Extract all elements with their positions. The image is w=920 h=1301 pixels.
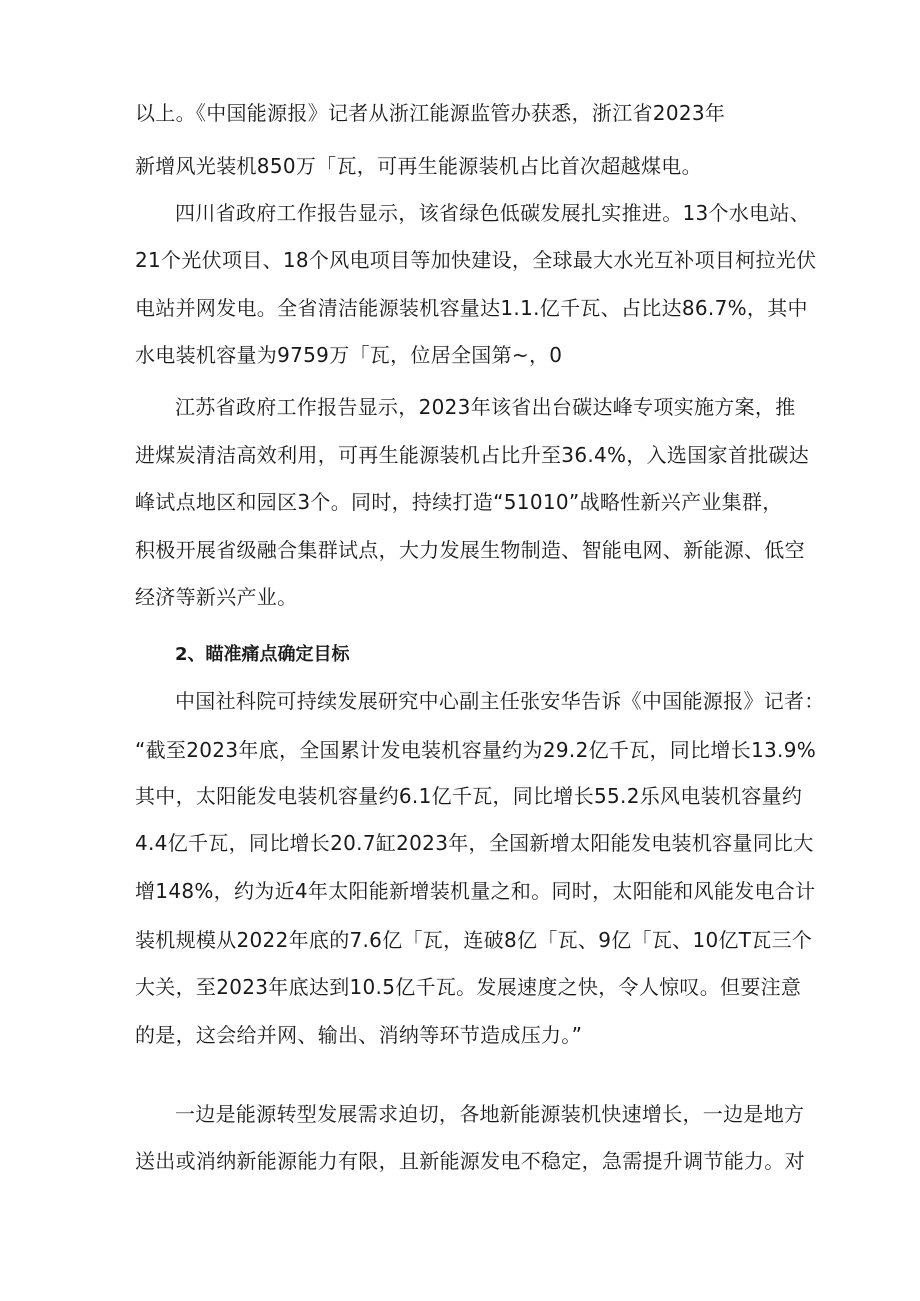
- text-line: 峰试点地区和园区3个。同时，持续打造“51010”战略性新兴产业集群，: [135, 490, 783, 514]
- text-line: 的是，这会给并网、输出、消纳等环节造成压力。”: [135, 1023, 583, 1047]
- section-heading: 2、瞄准痛点确定目标: [175, 644, 350, 665]
- text-line: 新增风光装机850万「瓦，可再生能源装机占比首次超越煤电。: [135, 154, 702, 178]
- text-line: 装机规模从2022年底的7.6亿「瓦，连破8亿「瓦、9亿「瓦、10亿T瓦三个: [135, 928, 813, 952]
- text-line: 中国社科院可持续发展研究中心副主任张安华告诉《中国能源报》记者：: [175, 689, 825, 713]
- text-line: 其中，太阳能发电装机容量约6.1亿千瓦，同比增长55.2乐风电装机容量约: [135, 784, 803, 808]
- text-line: 积极开展省级融合集群试点，大力发展生物制造、智能电网、新能源、低空: [135, 538, 805, 562]
- text-line: 4.4亿千瓦，同比增长20.7缸2023年，全国新增太阳能发电装机容量同比大: [135, 831, 814, 855]
- text-line: 经济等新兴产业。: [135, 585, 298, 609]
- text-line: 大关，至2023年底达到10.5亿千瓦。发展速度之快，令人惊叹。但要注意: [135, 975, 802, 999]
- text-line: 21个光伏项目、18个风电项目等加快建设，全球最大水光互补项目柯拉光伏: [135, 248, 817, 272]
- text-line: 四川省政府工作报告显示，该省绿色低碳发展扎实推进。13个水电站、: [175, 201, 811, 225]
- text-line: 水电装机容量为9759万「瓦，位居全国第~，0: [135, 343, 563, 367]
- text-line: 进煤炭清洁高效利用，可再生能源装机占比升至36.4%，入选国家首批碳达: [135, 443, 810, 467]
- text-line: 电站并网发电。全省清洁能源装机容量达1.1.亿千瓦、占比达86.7%，其中: [135, 296, 808, 320]
- text-line: 江苏省政府工作报告显示，2023年该省出台碳达峰专项实施方案，推: [175, 395, 796, 419]
- text-line: “截至2023年底，全国累计发电装机容量约为29.2亿千瓦，同比增长13.9%: [135, 738, 817, 762]
- text-line: 以上。《中国能源报》记者从浙江能源监管办获悉，浙江省2023年: [135, 101, 726, 125]
- text-line: 一边是能源转型发展需求迫切，各地新能源装机快速增长，一边是地方: [175, 1102, 805, 1126]
- text-line: 增148%，约为近4年太阳能新增装机量之和。同时，太阳能和风能发电合计: [135, 879, 816, 903]
- text-line: 送出或消纳新能源能力有限，且新能源发电不稳定，急需提升调节能力。对: [135, 1149, 805, 1173]
